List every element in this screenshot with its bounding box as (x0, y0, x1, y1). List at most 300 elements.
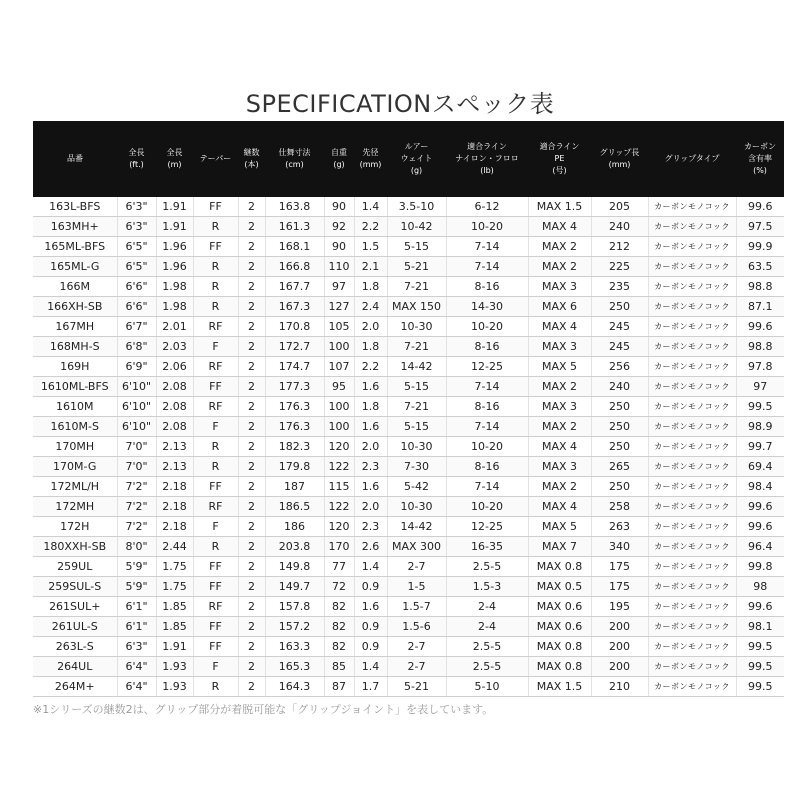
table-cell: 10-20 (446, 497, 528, 517)
table-row (33, 197, 784, 217)
table-cell: 1.85 (156, 597, 193, 617)
table-row (33, 637, 784, 657)
table-cell: 170 (324, 537, 354, 557)
table-cell: 1.75 (156, 557, 193, 577)
table-cell: 96.4 (736, 537, 784, 557)
table-row (33, 237, 784, 257)
table-cell: 99.6 (736, 317, 784, 337)
table-cell: 2 (238, 357, 265, 377)
table-cell: 1.5 (354, 237, 387, 257)
table-cell: 1.75 (156, 577, 193, 597)
table-cell: カーボンモノコック (648, 557, 736, 577)
table-cell: 187 (265, 477, 324, 497)
table-cell: 85 (324, 657, 354, 677)
table-cell: 98.8 (736, 337, 784, 357)
table-cell: 179.8 (265, 457, 324, 477)
table-row (33, 477, 784, 497)
table-cell: 98.8 (736, 277, 784, 297)
table-cell: 5'9" (117, 577, 156, 597)
table-cell: 2.06 (156, 357, 193, 377)
table-row (33, 417, 784, 437)
table-cell: 10-20 (446, 317, 528, 337)
table-row (33, 377, 784, 397)
table-cell: 1.85 (156, 617, 193, 637)
table-cell: FF (193, 617, 238, 637)
table-cell: 245 (591, 317, 648, 337)
table-row (33, 337, 784, 357)
table-cell: 157.2 (265, 617, 324, 637)
table-row (33, 297, 784, 317)
table-row (33, 277, 784, 297)
column-header: ルアー ウェイト (g) (387, 121, 446, 197)
table-cell: 168.1 (265, 237, 324, 257)
table-cell: 200 (591, 637, 648, 657)
table-cell: カーボンモノコック (648, 297, 736, 317)
table-cell: 110 (324, 257, 354, 277)
footnote: ※1シリーズの継数2は、グリップ部分が着脱可能な「グリップジョイント」を表しています。 (33, 703, 494, 716)
table-cell: 175 (591, 557, 648, 577)
table-cell: 2-7 (387, 557, 446, 577)
table-cell: 77 (324, 557, 354, 577)
table-cell: 16-35 (446, 537, 528, 557)
table-cell: 1.6 (354, 597, 387, 617)
table-cell: MAX 0.6 (528, 597, 591, 617)
column-header: 仕舞寸法 (cm) (265, 121, 324, 197)
table-cell: 2.5-5 (446, 657, 528, 677)
table-cell: 122 (324, 457, 354, 477)
table-cell: 82 (324, 637, 354, 657)
table-cell: 1.7 (354, 677, 387, 697)
table-cell: カーボンモノコック (648, 617, 736, 637)
table-cell: RF (193, 357, 238, 377)
table-cell: 167.3 (265, 297, 324, 317)
table-cell: カーボンモノコック (648, 337, 736, 357)
table-cell: 1.93 (156, 677, 193, 697)
table-cell: 107 (324, 357, 354, 377)
table-cell: 259UL (33, 557, 117, 577)
table-cell: 200 (591, 657, 648, 677)
table-cell: 2.13 (156, 457, 193, 477)
table-cell: 97 (324, 277, 354, 297)
table-cell: カーボンモノコック (648, 517, 736, 537)
table-cell: 99.8 (736, 557, 784, 577)
table-cell: カーボンモノコック (648, 397, 736, 417)
table-cell: カーボンモノコック (648, 237, 736, 257)
table-cell: カーボンモノコック (648, 257, 736, 277)
table-cell: 2 (238, 377, 265, 397)
table-cell: 87.1 (736, 297, 784, 317)
table-cell: 7-14 (446, 377, 528, 397)
table-cell: 99.7 (736, 437, 784, 457)
table-cell: 1610M-S (33, 417, 117, 437)
table-cell: R (193, 297, 238, 317)
table-cell: 90 (324, 197, 354, 217)
table-cell: 2.3 (354, 457, 387, 477)
table-cell: 149.7 (265, 577, 324, 597)
table-cell: FF (193, 237, 238, 257)
table-cell: 7'0" (117, 457, 156, 477)
table-cell: F (193, 657, 238, 677)
column-header: 継数 (本) (238, 121, 265, 197)
table-cell: 2.08 (156, 377, 193, 397)
table-cell: 250 (591, 437, 648, 457)
table-cell: 261UL-S (33, 617, 117, 637)
table-cell: 2 (238, 437, 265, 457)
table-cell: 1.4 (354, 557, 387, 577)
table-cell: 99.6 (736, 597, 784, 617)
table-cell: カーボンモノコック (648, 477, 736, 497)
table-row (33, 617, 784, 637)
table-cell: 6'5" (117, 237, 156, 257)
table-cell: 340 (591, 537, 648, 557)
table-cell: カーボンモノコック (648, 377, 736, 397)
table-cell: MAX 3 (528, 277, 591, 297)
table-cell: 7-14 (446, 417, 528, 437)
table-cell: 2 (238, 257, 265, 277)
table-cell: カーボンモノコック (648, 217, 736, 237)
table-cell: MAX 3 (528, 337, 591, 357)
table-cell: 265 (591, 457, 648, 477)
table-cell: MAX 2 (528, 257, 591, 277)
table-cell: 195 (591, 597, 648, 617)
table-cell: 1.98 (156, 297, 193, 317)
table-cell: 174.7 (265, 357, 324, 377)
table-cell: 90 (324, 237, 354, 257)
table-cell: 99.5 (736, 637, 784, 657)
table-cell: 6'10" (117, 417, 156, 437)
table-cell: 97 (736, 377, 784, 397)
table-cell: 165.3 (265, 657, 324, 677)
table-cell: 127 (324, 297, 354, 317)
table-cell: FF (193, 477, 238, 497)
table-cell: カーボンモノコック (648, 597, 736, 617)
table-cell: 98.9 (736, 417, 784, 437)
table-cell: MAX 3 (528, 397, 591, 417)
table-cell: 10-42 (387, 217, 446, 237)
table-cell: 6'4" (117, 677, 156, 697)
table-cell: 99.5 (736, 677, 784, 697)
table-cell: 5-15 (387, 237, 446, 257)
table-cell: 1.8 (354, 337, 387, 357)
table-cell: 2 (238, 217, 265, 237)
table-cell: 264UL (33, 657, 117, 677)
table-cell: 5'9" (117, 557, 156, 577)
table-cell: 100 (324, 417, 354, 437)
table-cell: 7'0" (117, 437, 156, 457)
table-row (33, 397, 784, 417)
table-cell: 8-16 (446, 277, 528, 297)
table-cell: 2.0 (354, 437, 387, 457)
table-cell: 256 (591, 357, 648, 377)
spec-table-container (33, 121, 784, 697)
table-cell: 98 (736, 577, 784, 597)
table-cell: 263 (591, 517, 648, 537)
table-cell: 1.6 (354, 477, 387, 497)
table-cell: 2.0 (354, 497, 387, 517)
table-cell: 1.91 (156, 637, 193, 657)
table-cell: 164.3 (265, 677, 324, 697)
table-cell: カーボンモノコック (648, 197, 736, 217)
table-cell: 99.9 (736, 237, 784, 257)
table-cell: 95 (324, 377, 354, 397)
table-cell: 2.18 (156, 477, 193, 497)
table-cell: 7-21 (387, 397, 446, 417)
table-cell: 2 (238, 497, 265, 517)
table-cell: 7'2" (117, 497, 156, 517)
table-cell: 2 (238, 277, 265, 297)
table-cell: MAX 0.8 (528, 657, 591, 677)
table-cell: 161.3 (265, 217, 324, 237)
table-cell: 7'2" (117, 477, 156, 497)
table-cell: FF (193, 377, 238, 397)
table-cell: 2.08 (156, 397, 193, 417)
table-cell: 250 (591, 477, 648, 497)
table-row (33, 537, 784, 557)
table-cell: 167MH (33, 317, 117, 337)
table-cell: 100 (324, 337, 354, 357)
table-cell: 2 (238, 317, 265, 337)
table-cell: 72 (324, 577, 354, 597)
table-cell: 10-30 (387, 437, 446, 457)
table-cell: 1.91 (156, 217, 193, 237)
table-cell: 205 (591, 197, 648, 217)
table-cell: 170.8 (265, 317, 324, 337)
table-cell: 172.7 (265, 337, 324, 357)
table-row (33, 437, 784, 457)
table-cell: 180XXH-SB (33, 537, 117, 557)
table-cell: 3.5-10 (387, 197, 446, 217)
table-cell: MAX 2 (528, 417, 591, 437)
table-cell: 7'2" (117, 517, 156, 537)
table-cell: 6'7" (117, 317, 156, 337)
table-cell: 1.98 (156, 277, 193, 297)
table-cell: 203.8 (265, 537, 324, 557)
column-header: 適合ライン PE (号) (528, 121, 591, 197)
table-cell: 2.03 (156, 337, 193, 357)
table-cell: 1.96 (156, 237, 193, 257)
table-cell: 2.5-5 (446, 637, 528, 657)
table-cell: 2 (238, 297, 265, 317)
table-cell: 6'3" (117, 637, 156, 657)
table-cell: 166M (33, 277, 117, 297)
table-cell: MAX 4 (528, 497, 591, 517)
table-cell: R (193, 257, 238, 277)
column-header: グリップタイプ (648, 121, 736, 197)
table-cell: 99.5 (736, 657, 784, 677)
table-cell: カーボンモノコック (648, 637, 736, 657)
table-cell: 7-30 (387, 457, 446, 477)
table-cell: 1.5-3 (446, 577, 528, 597)
table-cell: 2.4 (354, 297, 387, 317)
table-cell: 10-30 (387, 317, 446, 337)
table-cell: 2.0 (354, 317, 387, 337)
table-cell: 5-15 (387, 417, 446, 437)
spec-table (33, 121, 784, 697)
table-cell: 8'0" (117, 537, 156, 557)
table-cell: 259SUL-S (33, 577, 117, 597)
table-cell: 210 (591, 677, 648, 697)
table-cell: 172MH (33, 497, 117, 517)
table-cell: MAX 2 (528, 237, 591, 257)
table-cell: 98.4 (736, 477, 784, 497)
table-cell: 12-25 (446, 357, 528, 377)
table-cell: 225 (591, 257, 648, 277)
table-cell: 5-42 (387, 477, 446, 497)
table-cell: カーボンモノコック (648, 657, 736, 677)
table-cell: MAX 4 (528, 317, 591, 337)
table-cell: 169H (33, 357, 117, 377)
table-cell: 263L-S (33, 637, 117, 657)
table-row (33, 257, 784, 277)
table-cell: MAX 5 (528, 517, 591, 537)
column-header: 品番 (33, 121, 117, 197)
table-cell: F (193, 337, 238, 357)
table-cell: 167.7 (265, 277, 324, 297)
table-cell: 7-14 (446, 237, 528, 257)
table-cell: 97.5 (736, 217, 784, 237)
table-cell: 2 (238, 537, 265, 557)
table-cell: 2.18 (156, 517, 193, 537)
table-cell: 2 (238, 417, 265, 437)
table-cell: 1-5 (387, 577, 446, 597)
table-cell: 176.3 (265, 417, 324, 437)
table-cell: 170M-G (33, 457, 117, 477)
table-cell: 2.2 (354, 357, 387, 377)
table-cell: FF (193, 197, 238, 217)
table-cell: 166XH-SB (33, 297, 117, 317)
table-cell: 170MH (33, 437, 117, 457)
column-header: 全長 (ft.) (117, 121, 156, 197)
table-cell: 99.5 (736, 397, 784, 417)
table-cell: 2-4 (446, 597, 528, 617)
table-cell: MAX 0.5 (528, 577, 591, 597)
table-cell: MAX 6 (528, 297, 591, 317)
table-cell: RF (193, 497, 238, 517)
table-cell: FF (193, 637, 238, 657)
table-cell: 87 (324, 677, 354, 697)
table-cell: 10-20 (446, 437, 528, 457)
table-cell: 10-30 (387, 497, 446, 517)
table-cell: 2.13 (156, 437, 193, 457)
table-cell: 177.3 (265, 377, 324, 397)
table-cell: 261SUL+ (33, 597, 117, 617)
table-cell: 14-30 (446, 297, 528, 317)
table-cell: 2 (238, 237, 265, 257)
table-cell: 1.8 (354, 397, 387, 417)
page-title: SPECIFICATIONスペック表 (245, 90, 555, 118)
table-cell: 1.4 (354, 657, 387, 677)
table-cell: R (193, 677, 238, 697)
table-row (33, 577, 784, 597)
table-cell: 240 (591, 377, 648, 397)
table-cell: 5-10 (446, 677, 528, 697)
column-header: テーパー (193, 121, 238, 197)
table-cell: 2 (238, 397, 265, 417)
table-cell: 1.5-7 (387, 597, 446, 617)
table-cell: 97.8 (736, 357, 784, 377)
table-cell: 0.9 (354, 577, 387, 597)
table-cell: 82 (324, 617, 354, 637)
table-cell: 1610ML-BFS (33, 377, 117, 397)
table-cell: 6-12 (446, 197, 528, 217)
table-cell: 157.8 (265, 597, 324, 617)
table-cell: 2 (238, 457, 265, 477)
table-cell: 5-21 (387, 677, 446, 697)
table-cell: 250 (591, 417, 648, 437)
table-cell: 6'5" (117, 257, 156, 277)
table-cell: MAX 2 (528, 377, 591, 397)
table-cell: 1.8 (354, 277, 387, 297)
table-cell: 2 (238, 577, 265, 597)
table-cell: 176.3 (265, 397, 324, 417)
table-cell: 2.3 (354, 517, 387, 537)
table-cell: 6'6" (117, 297, 156, 317)
table-cell: 82 (324, 597, 354, 617)
table-cell: 182.3 (265, 437, 324, 457)
table-cell: 175 (591, 577, 648, 597)
table-cell: 6'4" (117, 657, 156, 677)
table-cell: 8-16 (446, 397, 528, 417)
table-cell: 105 (324, 317, 354, 337)
table-cell: 1.6 (354, 377, 387, 397)
table-cell: 1.6 (354, 417, 387, 437)
table-cell: カーボンモノコック (648, 437, 736, 457)
table-cell: 100 (324, 397, 354, 417)
table-cell: RF (193, 317, 238, 337)
table-cell: 165ML-G (33, 257, 117, 277)
table-row (33, 657, 784, 677)
table-cell: 2-7 (387, 637, 446, 657)
table-cell: カーボンモノコック (648, 677, 736, 697)
table-cell: FF (193, 577, 238, 597)
table-cell: 1610M (33, 397, 117, 417)
table-cell: 186 (265, 517, 324, 537)
table-cell: R (193, 437, 238, 457)
table-cell: 172H (33, 517, 117, 537)
table-row (33, 517, 784, 537)
table-cell: 7-14 (446, 477, 528, 497)
table-cell: 1.5-6 (387, 617, 446, 637)
table-cell: MAX 0.8 (528, 557, 591, 577)
table-cell: 163.3 (265, 637, 324, 657)
table-cell: 2 (238, 637, 265, 657)
table-cell: カーボンモノコック (648, 577, 736, 597)
table-row (33, 357, 784, 377)
table-cell: MAX 0.6 (528, 617, 591, 637)
table-cell: RF (193, 597, 238, 617)
table-cell: 2.6 (354, 537, 387, 557)
column-header: グリップ長 (mm) (591, 121, 648, 197)
table-cell: FF (193, 557, 238, 577)
table-cell: 2.18 (156, 497, 193, 517)
column-header: 自重 (g) (324, 121, 354, 197)
table-cell: 14-42 (387, 357, 446, 377)
table-cell: R (193, 537, 238, 557)
table-cell: 163.8 (265, 197, 324, 217)
table-cell: 172ML/H (33, 477, 117, 497)
table-cell: 166.8 (265, 257, 324, 277)
table-row (33, 457, 784, 477)
table-cell: MAX 0.8 (528, 637, 591, 657)
table-cell: 264M+ (33, 677, 117, 697)
table-cell: 1.93 (156, 657, 193, 677)
table-cell: 6'8" (117, 337, 156, 357)
table-cell: カーボンモノコック (648, 317, 736, 337)
table-cell: 120 (324, 517, 354, 537)
table-cell: 6'1" (117, 597, 156, 617)
table-cell: MAX 3 (528, 457, 591, 477)
table-cell: 98.1 (736, 617, 784, 637)
